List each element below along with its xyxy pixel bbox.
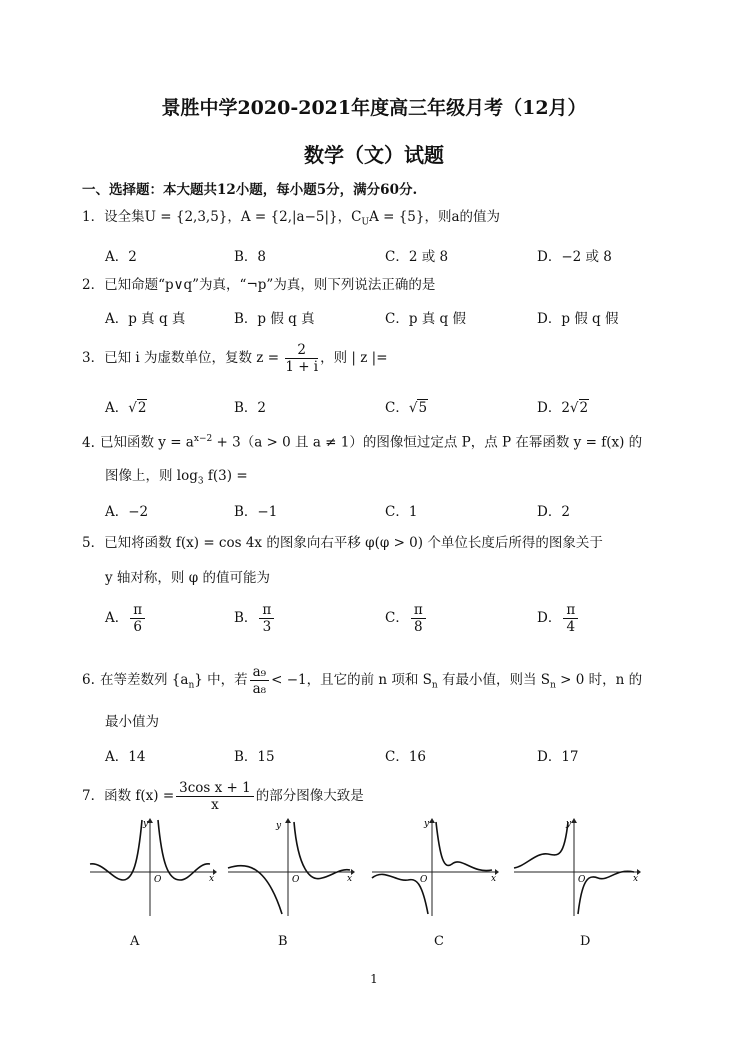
question-text: A = {5}，则a的值为	[369, 209, 501, 225]
q1-option-b: B．8	[234, 249, 267, 265]
question-number: 1．	[82, 209, 105, 225]
question-number: 2．	[82, 277, 105, 293]
graph-label-b: B	[278, 934, 288, 949]
q2-option-b: B．p 假 q 真	[234, 311, 315, 327]
question-3	[82, 338, 388, 378]
q5-option-d: D． $\frac{\pi}{4}$	[537, 602, 580, 635]
fraction	[285, 342, 318, 375]
question-text: 已知命题“p∨q”为真，“¬p”为真，则下列说法正确的是	[104, 277, 436, 293]
question-6: 6. 在等差数列 $\{a_n\}$ 中，若 $\frac{\text{a₉}}{\text{a₈}}$ < −1，且它的前 n 项和 $S_n$ 有最小值，则当 $S_n > 0$ 时，n 的	[82, 660, 642, 706]
question-5: 5．已知将函数 f(x) = cos 4x 的图象向右平移 φ(φ > 0) 个单位长度后所得的图象关于	[82, 535, 603, 551]
question-subscript: U	[361, 217, 370, 228]
q2-option-c: C．p 真 q 假	[385, 311, 466, 327]
question-number: 5．	[82, 535, 105, 551]
svg-text:O: O	[578, 875, 586, 885]
q2-option-a: A．p 真 q 真	[105, 311, 186, 327]
q1-option-d: D．−2 或 8	[537, 249, 612, 265]
question-4-line2: 图像上，则 $\log_3 f(3)$ =	[105, 468, 248, 487]
question-text: 已知 i 为虚数单位，复数 z =	[104, 350, 280, 366]
svg-text:y: y	[424, 819, 430, 829]
q2-option-d: D．p 假 q 假	[537, 311, 619, 327]
q4-option-c: C．1	[385, 504, 418, 520]
page-number: 1	[370, 972, 378, 986]
question-4: 4. 已知函数 $y = a^{x-2} + 3(a > 0$ 且 a ≠ 1）的图像恒过定点 P，点 P 在幂函数 y = f(x) 的	[82, 434, 643, 451]
svg-text:O: O	[420, 875, 428, 885]
graph-label-c: C	[434, 934, 444, 949]
graph-label-d: D	[580, 934, 591, 949]
sqrt-symbol: √5	[408, 400, 428, 416]
svg-text:O: O	[292, 875, 300, 885]
page-subtitle: 数学（文）试题	[304, 143, 444, 167]
question-number: 3．	[82, 350, 105, 366]
question-text: 设全集U = {2,3,5}，A = {2,|a−5|}，C	[104, 209, 362, 225]
q3-option-a: A．√2	[105, 400, 147, 416]
question-1	[82, 208, 500, 232]
q6-option-c: C．16	[385, 749, 427, 765]
question-7: 7．函数 f(x) = $\frac{\text{3cos x + 1}}{x}$ 的部分图像大致是	[82, 776, 364, 816]
svg-text:x: x	[633, 874, 639, 884]
q4-option-d: D．2	[537, 504, 570, 520]
graph-c	[370, 818, 500, 918]
question-text: ，则 | z |=	[320, 350, 388, 366]
q5-option-a: A． $\frac{\pi}{6}$	[105, 602, 147, 635]
question-2	[82, 276, 435, 294]
sqrt-symbol: √2	[128, 400, 147, 416]
graph-d	[512, 818, 642, 918]
page-title: 景胜中学2020-2021年度高三年级月考（12月）	[161, 97, 587, 119]
svg-text:x: x	[491, 874, 497, 884]
q6-option-d: D．17	[537, 749, 579, 765]
graph-a	[88, 818, 218, 918]
question-6-line2: 最小值为	[105, 714, 159, 730]
section-heading: 一、选择题：本大题共12小题，每小题5分，满分60分.	[82, 182, 418, 198]
q4-option-a: A．−2	[105, 504, 149, 520]
question-5-line2: y 轴对称，则 φ 的值可能为	[105, 570, 270, 586]
axis-x-label: x	[209, 874, 215, 884]
svg-text:y: y	[566, 819, 572, 829]
graph-label-a: A	[130, 934, 140, 949]
q3-option-b: B．2	[234, 400, 267, 416]
q1-option-c: C．2 或 8	[385, 249, 449, 265]
q5-option-b: B． $\frac{\pi}{3}$	[234, 602, 276, 635]
q6-option-a: A．14	[105, 749, 146, 765]
question-number: 7．	[82, 788, 105, 804]
svg-text:x: x	[347, 874, 353, 884]
q5-option-c: C． $\frac{\pi}{8}$	[385, 602, 428, 635]
origin-label: O	[154, 875, 162, 885]
axis-y-label: y	[143, 819, 149, 829]
graph-b	[226, 818, 356, 918]
q1-option-a: A．2	[105, 249, 137, 265]
q3-option-d: D．2√2	[537, 400, 589, 416]
question-number: 6.	[82, 672, 95, 688]
svg-text:y: y	[276, 821, 282, 831]
q6-option-b: B．15	[234, 749, 275, 765]
fraction-numerator: 2	[285, 342, 318, 359]
q3-option-c: C．√5	[385, 400, 428, 416]
sqrt-symbol: √2	[569, 400, 589, 416]
question-number: 4.	[82, 434, 95, 451]
fraction-denominator: 1 + i	[285, 359, 319, 375]
q4-option-b: B．−1	[234, 504, 278, 520]
